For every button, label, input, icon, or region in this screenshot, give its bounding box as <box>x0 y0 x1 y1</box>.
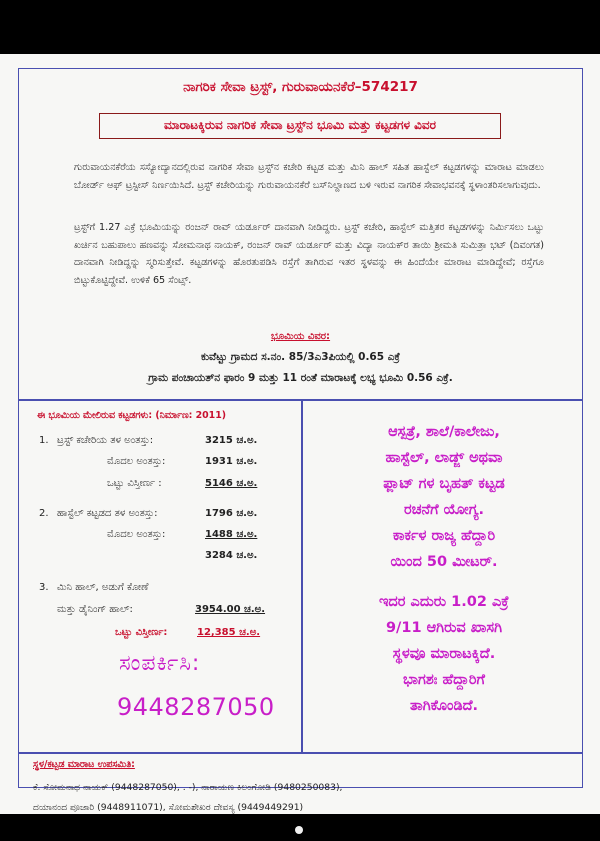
building-2-first-value: 1488 ಚ.ಅ. <box>205 529 258 540</box>
building-1-ground-value: 3215 ಚ.ಅ. <box>205 435 258 446</box>
trust-title: ನಾಗರಿಕ ಸೇವಾ ಟ್ರಸ್ಟ್, ಗುರುವಾಯನಕೆರೆ–574217 <box>183 79 418 95</box>
building-1-sum-label: ಒಟ್ಟು ವಿಸ್ತೀರ್ಣ : <box>107 478 162 489</box>
building-3-value: 3954.00 ಚ.ಅ. <box>195 604 266 615</box>
land-available-line: ಗ್ರಾಮ ಪಂಚಾಯತ್‌ನ ಫಾರಂ 9 ಮತ್ತು 11 ರಂತೆ ಮಾರಾಟಕ್ಕೆ ಲಭ್ಯ ಭೂಮಿ 0.56 ಎಕ್ರೆ. <box>148 372 453 384</box>
building-1-first-value: 1931 ಚ.ಅ. <box>205 456 258 467</box>
building-1-number: 1. <box>39 435 49 446</box>
building-3-label-a: ಮಿನಿ ಹಾಲ್, ಅಡುಗೆ ಕೋಣೆ <box>57 582 149 593</box>
committee-members-line-1: ಕೆ. ಸೋಮನಾಥ ನಾಯಕ್ (9448287050), . -), ನಾರಾಯಣ ಕಿಲಂಗೋಡಿ (9480250083), <box>33 782 343 793</box>
building-2-ground-value: 1796 ಚ.ಅ. <box>205 508 258 519</box>
footer-divider <box>19 752 582 754</box>
buildings-heading: ಈ ಭೂಮಿಯ ಮೇಲಿರುವ ಕಟ್ಟಡಗಳು: (ನಿರ್ಮಾಣ: 2011) <box>37 410 226 421</box>
land-survey-line: ಕುವೆಟ್ಟು ಗ್ರಾಮದ ಸ.ನಂ. 85/3ಎ3ಪಿಯಲ್ಲಿ 0.65 ಎಕ್ರೆ <box>200 351 401 363</box>
notice-subtitle: ಮಾರಾಟಕ್ಕಿರುವ ನಾಗರಿಕ ಸೇವಾ ಟ್ರಸ್ಟ್‌ನ ಭೂಮಿ ಮತ್ತು ಕಟ್ಟಡಗಳ ವಿವರ <box>99 113 501 139</box>
building-2-ground-label: ಹಾಸ್ಟೆಲ್ ಕಟ್ಟಡದ ತಳ ಅಂತಸ್ತು: <box>57 508 158 519</box>
building-1-sum-value: 5146 ಚ.ಅ. <box>205 478 258 489</box>
page-indicator-dot <box>295 826 303 834</box>
building-3-label-b: ಮತ್ತು ಡೈನಿಂಗ್ ಹಾಲ್: <box>57 604 133 615</box>
intro-paragraph-1: ಗುರುವಾಯನಕೆರೆಯ ಸಸ್ಯೋದ್ಯಾನದಲ್ಲಿರುವ ನಾಗರಿಕ ಸೇವಾ ಟ್ರಸ್ಟ್‌ನ ಕಚೇರಿ ಕಟ್ಟಡ ಮತ್ತು ಮಿನಿ ಹಾಲ್ ಸಹಿತ ಹಾಸ್ಟೆಲ್ ಕಟ್ಟಡಗಳನ್ನು ಮಾರಾಟ ಮಾಡಲು ಬೋರ್ಡ್ ಆಫ್ ಟ್ರಸ್ಟೀಸ್ ನಿರ್ಣಯಿಸಿದೆ. ಟ್ರಸ್ಟ್ ಕಚೇರಿಯನ್ನು ಗುರುವಾಯನಕೆರೆ ಬಸ್‌ನಿಲ್ದಾಣದ ಬಳಿ ಇರುವ ನಾಗರಿಕ ಸೇವಾಭವನಕ್ಕೆ ಸ್ಥಳಾಂತರಿಸಲಾಗುವುದು. <box>74 162 544 191</box>
building-1-first-label: ಮೊದಲ ಅಂತಸ್ತು: <box>107 456 166 467</box>
opposite-line-1: ಇದರ ಎದುರು 1.02 ಎಕ್ರೆ <box>379 594 509 610</box>
column-divider <box>301 400 303 752</box>
committee-members-line-2: ದಯಾನಂದ ಪೂಜಾರಿ (9448911071), ಸೋಮಶೇಖರ ದೇವಸ್ಯ (9449449291) <box>33 802 304 813</box>
suitability-line-2: ಹಾಸ್ಟೆಲ್, ಲಾಡ್ಜ್ ಅಥವಾ <box>385 450 503 466</box>
suitability-line-4: ರಚನೆಗೆ ಯೋಗ್ಯ. <box>403 502 485 518</box>
building-3-number: 3. <box>39 582 49 593</box>
land-details-heading: ಭೂಮಿಯ ವಿವರ: <box>270 331 331 342</box>
opposite-line-2: 9/11 ಆಗಿರುವ ಖಾಸಗಿ <box>385 620 503 636</box>
opposite-line-4: ಭಾಗಶಃ ಹೆದ್ದಾರಿಗೆ <box>403 672 485 688</box>
contact-phone-number: 9448287050 <box>117 693 275 721</box>
opposite-line-3: ಸ್ಥಳವೂ ಮಾರಾಟಕ್ಕಿದೆ. <box>392 646 496 662</box>
suitability-line-3: ಫ್ಲಾಟ್ ಗಳ ಬೃಹತ್ ಕಟ್ಟಡ <box>383 476 505 492</box>
suitability-line-5: ಕಾರ್ಕಳ ರಾಜ್ಯ ಹೆದ್ದಾರಿ <box>392 528 496 544</box>
opposite-line-5: ತಾಗಿಕೊಂಡಿದೆ. <box>409 698 479 714</box>
building-1-ground-label: ಟ್ರಸ್ಟ್ ಕಚೇರಿಯ ತಳ ಅಂತಸ್ತು: <box>57 435 154 446</box>
committee-heading: ಸ್ಥಳ/ಕಟ್ಟಡ ಮಾರಾಟ ಉಪಸಮಿತಿ: <box>33 759 135 770</box>
notice-frame <box>18 68 583 813</box>
total-area-label: ಒಟ್ಟು ವಿಸ್ತೀರ್ಣ: <box>115 627 168 638</box>
suitability-line-6: ಯಿಂದ 50 ಮೀಟರ್. <box>390 554 498 570</box>
building-2-first-label: ಮೊದಲ ಅಂತಸ್ತು: <box>107 529 166 540</box>
suitability-line-1: ಆಸ್ಪತ್ರೆ, ಶಾಲೆ/ಕಾಲೇಜು, <box>388 424 500 440</box>
opposite-land-note <box>304 589 584 719</box>
building-2-number: 2. <box>39 508 49 519</box>
notice-document <box>0 54 600 814</box>
total-area-value: 12,385 ಚ.ಅ. <box>197 627 261 638</box>
contact-label: ಸಂಪರ್ಕಿಸಿ: <box>119 651 201 676</box>
suitability-note <box>304 419 584 575</box>
intro-paragraph-2: ಟ್ರಸ್ಟ್‌ಗೆ 1.27 ಎಕ್ರೆ ಭೂಮಿಯನ್ನು ರಂಜನ್ ರಾವ್ ಯರ್ಡೂರ್ ದಾನವಾಗಿ ನೀಡಿದ್ದರು. ಟ್ರಸ್ಟ್ ಕಚೇರಿ, ಹಾಸ್ಟೆಲ್ ಮತ್ತಿತರ ಕಟ್ಟಡಗಳನ್ನು ನಿರ್ಮಿಸಲು ಒಟ್ಟು ಖರ್ಚಿನ ಬಹುಪಾಲು ಹಣವನ್ನು ಸೋಮನಾಥ ನಾಯಕ್, ರಂಜನ್ ರಾವ್ ಯರ್ಡೂರ್ ಮತ್ತು ವಿದ್ಯಾ ನಾಯಕ್‌ರ ತಾಯಿ ಶ್ರೀಮತಿ ಸುಮಿತ್ರಾ ಭಟ್ (ದಿವಂಗತ) ದಾನವಾಗಿ ನೀಡಿದ್ದನ್ನು ಸ್ಮರಿಸುತ್ತೇವೆ. ಕಟ್ಟಡಗಳನ್ನು ಹೊರತುಪಡಿಸಿ ರಸ್ತೆಗೆ ತಾಗಿರುವ ಇತರ ಸ್ಥಳವನ್ನು ಈ ಹಿಂದೆಯೇ ಮಾರಾಟ ಮಾಡಿದ್ದೇವೆ; ರಸ್ತೆಗೂ ಬಿಟ್ಟುಕೊಟ್ಟಿದ್ದೇವೆ. ಉಳಿಕೆ 65 ಸೆಂಟ್ಸ್. <box>74 222 544 286</box>
building-2-sum-value: 3284 ಚ.ಅ. <box>205 550 258 561</box>
